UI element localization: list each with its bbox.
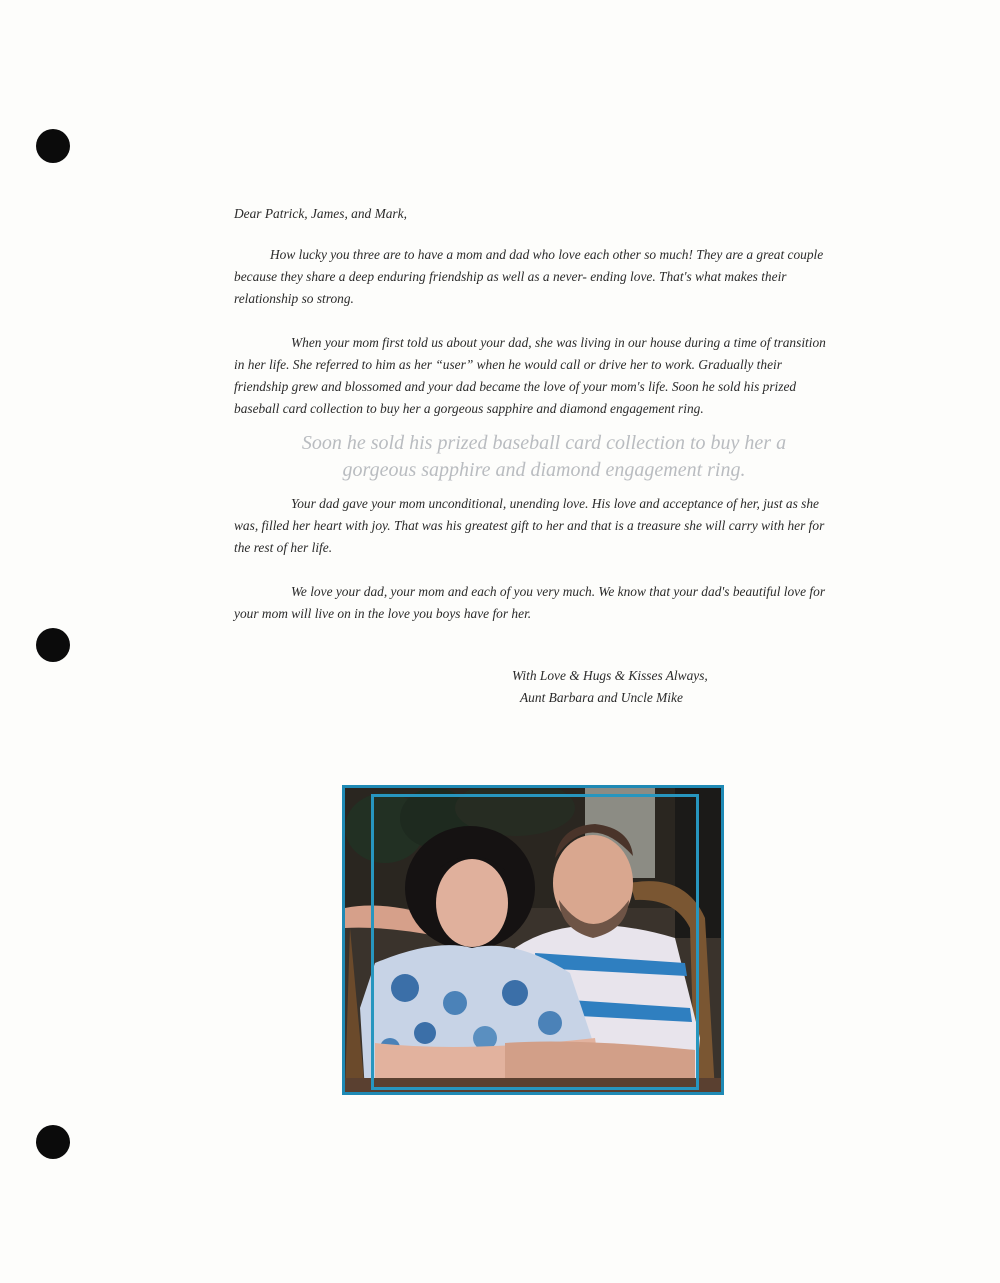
salutation: Dear Patrick, James, and Mark, bbox=[234, 206, 407, 221]
binder-hole-top bbox=[36, 129, 70, 163]
couple-photo bbox=[342, 785, 724, 1095]
paragraph-2: When your mom first told us about your dad, she was living in our house during a time of transition in her life. She referred to him as her “user” when he would call or drive her to work. Gradually their friendship grew and blossomed and your dad became the love of your mom's life. Soon he sold his prized baseball card collection to buy her a gorgeous sapphire and diamond engagement ring. bbox=[234, 335, 826, 416]
signature: Aunt Barbara and Uncle Mike bbox=[520, 690, 683, 705]
paragraph-1: How lucky you three are to have a mom and dad who love each other so much! They are a great couple because they share a deep enduring friendship as well as a never- ending love. That's what makes their relationship so strong. bbox=[234, 247, 824, 306]
binder-hole-middle bbox=[36, 628, 70, 662]
closing-line: With Love & Hugs & Kisses Always, bbox=[512, 668, 708, 683]
paragraph-4: We love your dad, your mom and each of you very much. We know that your dad's beautiful love for your mom will live on in the love you boys have for her. bbox=[234, 584, 826, 621]
couple-photo-image bbox=[345, 788, 721, 1092]
pull-quote: Soon he sold his prized baseball card collection to buy her a gorgeous sapphire and diamond engagement ring. bbox=[301, 432, 787, 481]
closing-block bbox=[512, 665, 708, 709]
binder-hole-bottom bbox=[36, 1125, 70, 1159]
paragraph-3: Your dad gave your mom unconditional, unending love. His love and acceptance of her, just as she was, filled her heart with joy. That was his greatest gift to her and that is a treasure she will carry with her for the rest of her life. bbox=[234, 496, 825, 555]
letter-body bbox=[234, 203, 834, 625]
